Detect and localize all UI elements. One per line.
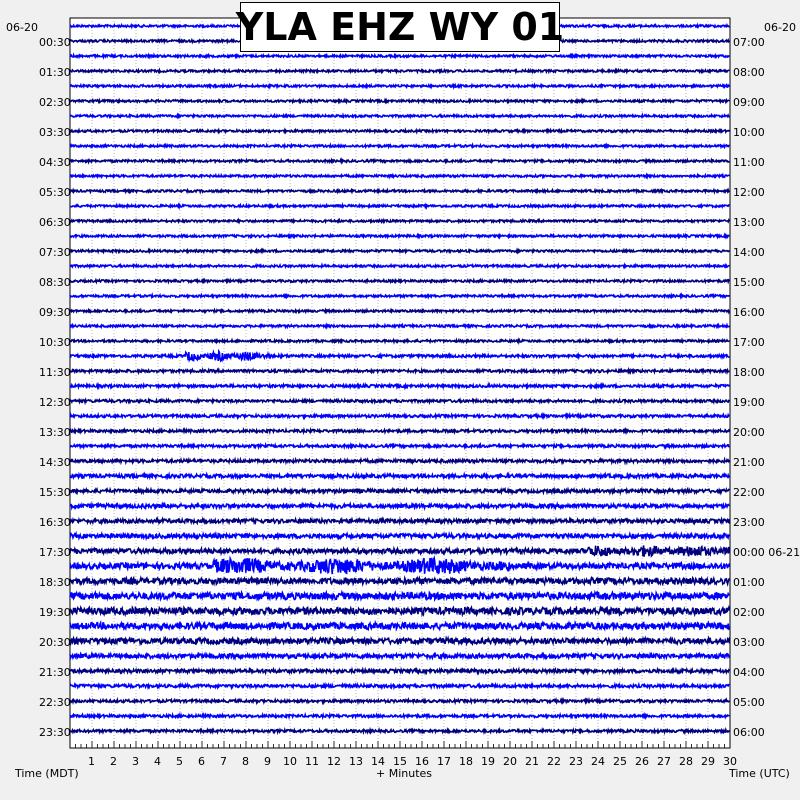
x-tick-label: 9 bbox=[264, 755, 271, 768]
x-tick-label: 23 bbox=[569, 755, 583, 768]
x-tick-label: 2 bbox=[110, 755, 117, 768]
trace-line bbox=[70, 280, 729, 282]
x-tick-label: 28 bbox=[679, 755, 693, 768]
left-axis-label: Time (MDT) bbox=[15, 767, 79, 780]
x-tick-label: 18 bbox=[459, 755, 473, 768]
right-date-label: 06-20 bbox=[764, 21, 796, 34]
right-time-label: 02:00 bbox=[733, 606, 765, 619]
left-time-label: 14:30 bbox=[39, 456, 71, 469]
left-time-label: 22:30 bbox=[39, 696, 71, 709]
right-time-label: 16:00 bbox=[733, 306, 765, 319]
left-time-label: 05:30 bbox=[39, 186, 71, 199]
left-time-label: 19:30 bbox=[39, 606, 71, 619]
trace-line bbox=[70, 250, 729, 252]
left-time-label: 20:30 bbox=[39, 636, 71, 649]
left-time-label: 07:30 bbox=[39, 246, 71, 259]
right-time-label: 21:00 bbox=[733, 456, 765, 469]
left-time-label: 08:30 bbox=[39, 276, 71, 289]
trace-line bbox=[70, 130, 729, 132]
left-date-label: 06-20 bbox=[6, 21, 38, 34]
left-time-label: 21:30 bbox=[39, 666, 71, 679]
left-time-label: 06:30 bbox=[39, 216, 71, 229]
right-time-label: 14:00 bbox=[733, 246, 765, 259]
x-tick-label: 19 bbox=[481, 755, 495, 768]
right-axis-label: Time (UTC) bbox=[729, 767, 790, 780]
x-tick-label: 1 bbox=[88, 755, 95, 768]
x-tick-label: 26 bbox=[635, 755, 649, 768]
right-time-label: 10:00 bbox=[733, 126, 765, 139]
x-tick-label: 8 bbox=[242, 755, 249, 768]
x-tick-label: 7 bbox=[220, 755, 227, 768]
left-time-label: 18:30 bbox=[39, 576, 71, 589]
left-time-label: 04:30 bbox=[39, 156, 71, 169]
left-time-label: 03:30 bbox=[39, 126, 71, 139]
right-time-label: 12:00 bbox=[733, 186, 765, 199]
right-time-label: 09:00 bbox=[733, 96, 765, 109]
x-tick-label: 13 bbox=[349, 755, 363, 768]
x-tick-label: 14 bbox=[371, 755, 385, 768]
x-tick-label: 11 bbox=[305, 755, 319, 768]
left-time-label: 09:30 bbox=[39, 306, 71, 319]
right-time-label: 01:00 bbox=[733, 576, 765, 589]
trace-line bbox=[70, 160, 729, 162]
x-tick-label: 17 bbox=[437, 755, 451, 768]
x-tick-label: 12 bbox=[327, 755, 341, 768]
right-time-label: 11:00 bbox=[733, 156, 765, 169]
left-time-label: 11:30 bbox=[39, 366, 71, 379]
trace-line bbox=[70, 310, 729, 312]
trace-line bbox=[70, 55, 729, 57]
left-time-label: 10:30 bbox=[39, 336, 71, 349]
trace-line bbox=[70, 430, 729, 433]
title-box bbox=[235, 2, 565, 52]
right-time-label: 07:00 bbox=[733, 36, 765, 49]
left-time-label: 16:30 bbox=[39, 516, 71, 529]
right-time-label: 08:00 bbox=[733, 66, 765, 79]
chart-title: YLA EHZ WY 01 bbox=[235, 5, 565, 49]
right-time-label: 06:00 bbox=[733, 726, 765, 739]
x-tick-label: 5 bbox=[176, 755, 183, 768]
right-time-label: 22:00 bbox=[733, 486, 765, 499]
x-tick-label: 4 bbox=[154, 755, 161, 768]
x-tick-label: 21 bbox=[525, 755, 539, 768]
right-time-label: 03:00 bbox=[733, 636, 765, 649]
x-tick-label: 29 bbox=[701, 755, 715, 768]
x-tick-label: 16 bbox=[415, 755, 429, 768]
x-tick-label: 15 bbox=[393, 755, 407, 768]
right-time-label: 20:00 bbox=[733, 426, 765, 439]
right-time-label: 19:00 bbox=[733, 396, 765, 409]
left-time-label: 17:30 bbox=[39, 546, 71, 559]
x-tick-label: 30 bbox=[723, 755, 737, 768]
left-time-label: 01:30 bbox=[39, 66, 71, 79]
x-tick-label: 25 bbox=[613, 755, 627, 768]
right-time-label: 18:00 bbox=[733, 366, 765, 379]
left-time-label: 02:30 bbox=[39, 96, 71, 109]
x-tick-label: 22 bbox=[547, 755, 561, 768]
x-tick-label: 3 bbox=[132, 755, 139, 768]
x-tick-label: 27 bbox=[657, 755, 671, 768]
right-time-label: 04:00 bbox=[733, 666, 765, 679]
left-time-label: 23:30 bbox=[39, 726, 71, 739]
right-time-label: 17:00 bbox=[733, 336, 765, 349]
right-time-label: 13:00 bbox=[733, 216, 765, 229]
right-time-labels bbox=[733, 36, 800, 739]
x-tick-label: 10 bbox=[283, 755, 297, 768]
left-time-label: 12:30 bbox=[39, 396, 71, 409]
trace-line bbox=[70, 325, 729, 327]
x-tick-label: 20 bbox=[503, 755, 517, 768]
right-time-label: 23:00 bbox=[733, 516, 765, 529]
left-time-label: 00:30 bbox=[39, 36, 71, 49]
left-time-label: 13:30 bbox=[39, 426, 71, 439]
right-time-label: 15:00 bbox=[733, 276, 765, 289]
right-time-label: 05:00 bbox=[733, 696, 765, 709]
x-tick-label: 6 bbox=[198, 755, 205, 768]
x-tick-label: 24 bbox=[591, 755, 605, 768]
right-time-label: 00:00 06-21 bbox=[733, 546, 800, 559]
left-time-label: 15:30 bbox=[39, 486, 71, 499]
x-axis-label: + Minutes bbox=[376, 767, 433, 780]
left-time-labels bbox=[39, 36, 71, 739]
